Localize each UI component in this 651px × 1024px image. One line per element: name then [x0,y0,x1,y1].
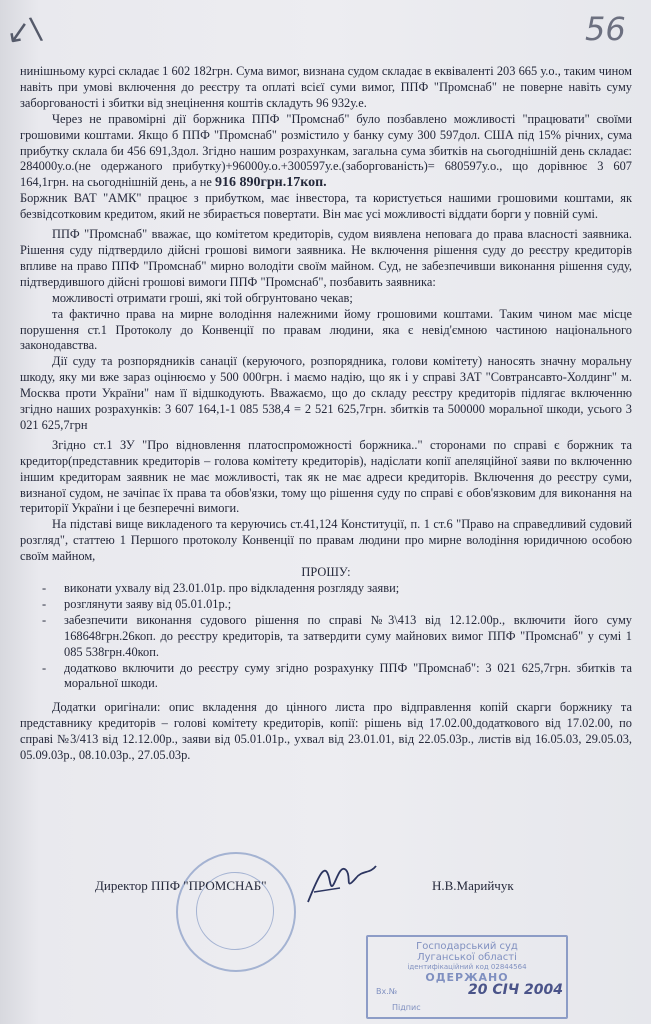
signatory-name: Н.В.Марийчук [432,878,514,893]
stamp-court-name: Господарський суд [416,941,518,952]
stamp-date: 20 СІЧ 2004 [468,982,563,998]
request-item: - виконати ухвалу від 23.01.01р. про відкладення розгляду заяви; [20,581,632,597]
round-seal [176,852,296,972]
stamp-code: ідентифікаційний код 02844564 [407,963,527,971]
letter-body [20,64,632,764]
request-heading: ПРОШУ: [301,565,351,580]
paragraph-law: Згідно ст.1 ЗУ "Про відновлення платоспроможності боржника.." сторонами по справі є боржник та кредитор(представник кредиторів – голова комітету кредиторів), надіслати копії апеляційної заяви по включенню іншим кредиторам заявник не має можливості, так як не має адреси кредиторів. Включення до реєстру суми, визнаної судом, не зачіпає їх права та обов'язки, тому що рішення суду по справі є обов'язковим для виконання на території України і це безперечні вимоги. [20,437,632,516]
paragraph-moral-damage: Дії суду та розпорядників санації (керуючого, розпорядника, голови комітету) наносять значну моральну шкоду, яку ми вже зараз оцінюємо у 500 000грн. і маємо надію, що як і у справі ЗАТ "Совтрансавто-Холдинг" м. Москва проти України" нам її відшкодують. Вважаємо, що до складу реєстру кредиторів підлягає включенню згідно наших розрахунків: 3 607 164,1-1 085 538,4 = 2 521 625,7грн. збитків та 500000 моральної шкоди, усього 3 021 625,7грн [20,354,632,432]
paragraph-debtor: Боржник ВАТ "АМК" працює з прибутком, має інвестора, та користується нашими грошовими коштами, як безвідсотковим кредитом, який не збирається повертати. Він має усі можливості віддати борги у повній сумі. [20,191,632,222]
intro-paragraph: нинішньому курсі складає 1 602 182грн. Сума вимог, визнана судом складає в еквіваленті 203 665 у.о., таким чином навіть при умові включення до реєстру та оплаті всієї суми вимог, ППФ "Промснаб" не поверне навіть суму заборгованості і збитки від знецінення коштів складуть 96 932у.е. [20,64,632,110]
request-item: - додатково включити до реєстру суму згідно розрахунку ППФ "Промснаб": 3 021 625,7грн. збитків та моральної шкоди. [20,661,632,693]
paragraph-item-1: можливості отримати гроші, які той обгрунтовано чекав; [52,290,353,305]
attachments-paragraph: Додатки оригінали: опис вкладення до цінного листа про відправлення копій скарги боржнику та представнику кредиторів – голові комітету кредиторів, копії: рішень від 17.02.00,додаткового від 17.02.00, по справі №3/413 від 12.12.00р., заяви від 05.01.01р., ухвал від 23.01.01, від 22.05.03р., листів від 16.05.03, 29.05.03, 05.09.03р., 08.10.03р., 27.05.03р. [20,700,632,763]
paragraph-losses: Через не правомірні дії боржника ППФ "Промснаб" було позбавлено можливості "працювати" своїми грошовими коштами. Якщо б ППФ "Промснаб" розмістило у банку суму 300 597дол. США під 15% річних, сума прибутку склала би 456 691,3дол. Згідно нашим розрахункам, загальна сума збитків на сьогоднішній день складає: 284000у.о.(не одержаного прибутку)+96000у.о.+300597у.е.(заборгованість)= 680597у.о., що дорівнює 3 607 164,1грн. на сьогоднішній день, а не 916 890грн.17коп. [20,111,632,191]
signature-row [0,878,651,902]
paragraph-grounds: На підставі вище викладеного та керуючись ст.41,124 Конституції, п. 1 ст.6 "Право на справедливий судовий розгляд", статтею 1 Першого протоколу Конвенції по правам людини про мирне володіння юридичною особою своїм майном, [20,517,632,564]
paragraph-convention: та фактично права на мирне володіння належними йому грошовими коштами. Таким чином має місце порушення ст.1 Протоколу до Конвенції по правам людини, яка є невід'ємною частиною національного законодавства. [20,306,632,353]
stamp-in-label: Вх.№ [376,987,398,996]
request-list [20,581,632,692]
court-received-stamp [366,935,568,1019]
page-number: 56 [585,10,626,48]
request-item: - забезпечити виконання судового рішення по справі №3\413 від 12.12.00р., включити його суму 168648грн.26коп. до реєстру кредиторів, та затвердити суму майнових вимог ППФ "Промснаб" у сумі 1 085 538грн.40коп. [20,613,632,661]
stamp-sign-label: Підпис [392,1003,421,1012]
disputed-sum: 916 890грн.17коп. [215,175,327,191]
request-item: - розглянути заяву від 05.01.01р.; [20,597,632,613]
paragraph-property-rights: ППФ "Промснаб" вважає, що комітетом кредиторів, судом виявлена неповага до права власності заявника. Рішення суду підтвердило дійсні грошові вимоги заявника. Не включення рішення суду до реєстру кредиторів впливе на право ППФ "Промснаб" мирно володіти своїм майном. Суд, не забезпечивши виконання рішення суду, підтвердившого дійсні грошові вимоги ППФ "Промснаб", позбавить заявника: [20,227,632,289]
margin-mark: ↙\ [3,11,45,52]
stamp-region: Луганської області [417,952,517,963]
signatory-position: Директор ППФ "ПРОМСНАБ" [95,878,267,893]
stamp-received: ОДЕРЖАНО [425,971,509,984]
